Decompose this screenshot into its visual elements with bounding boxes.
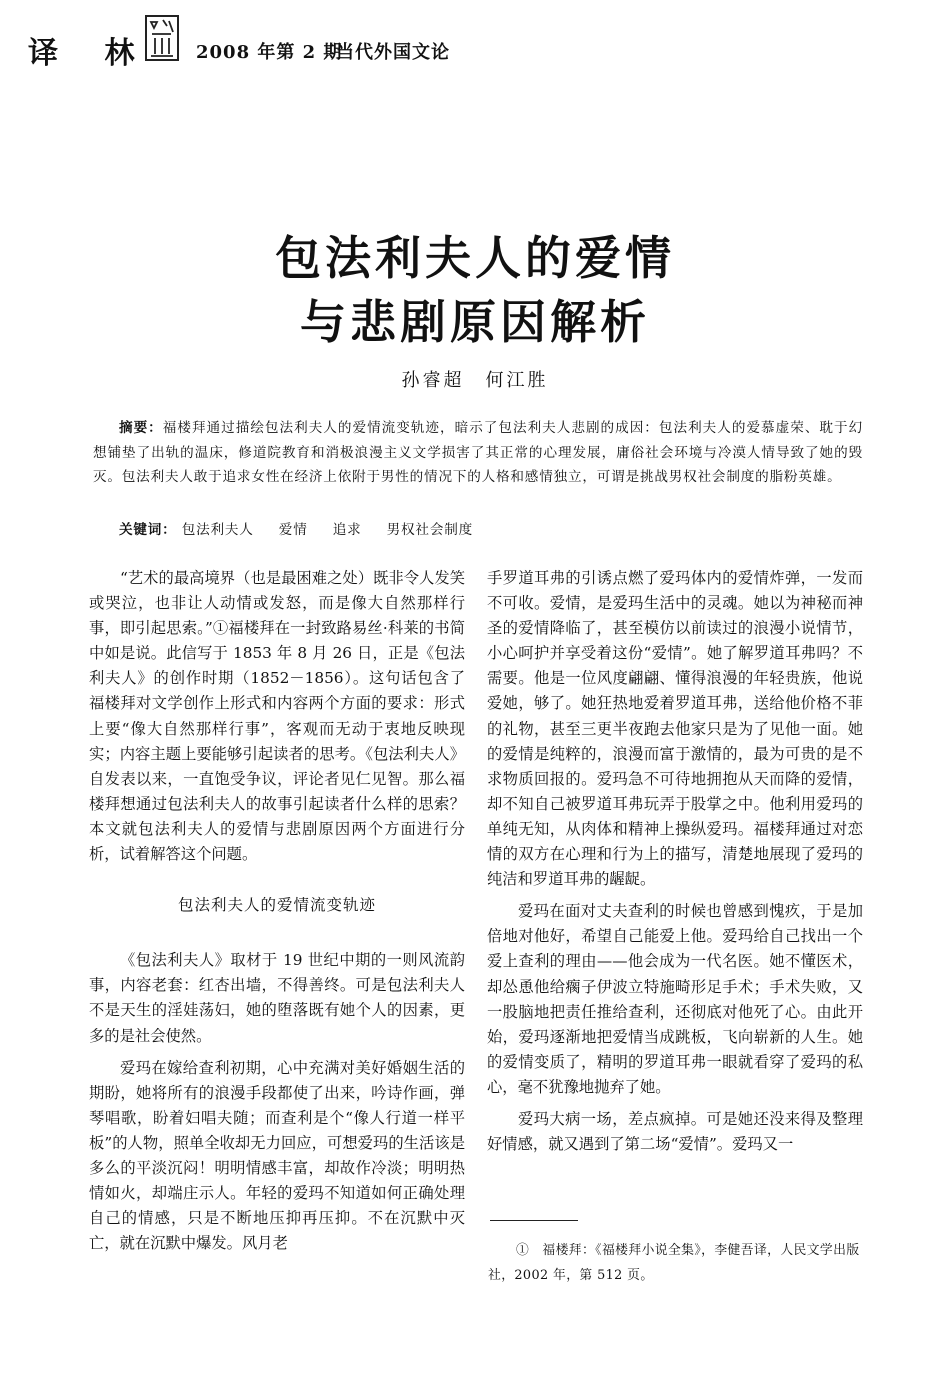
authors: 孙睿超 何江胜 [401,370,549,391]
paragraph: 爱玛在面对丈夫查利的时候也曾感到愧疚，于是加倍地对他好，希望自己能爱上他。爱玛给自己找出一个爱上查利的理由——他会成为一代名医。她不懂医术，却怂恿他给瘸子伊波立特施畸形足手术；手术失败，又一股脑地把责任推给查利，还彻底对他死了心。由此开始，爱玛逐渐地把爱情当成跳板，飞向崭新的人生。她的爱情变质了，精明的罗道耳弗一眼就看穿了爱玛的私心，毫不犹豫地抛弃了她。 [487,902,863,1096]
abstract [93,416,863,490]
abstract-text: 福楼拜通过描绘包法利夫人的爱情流变轨迹，暗示了包法利夫人悲剧的成因：包法利夫人的爱慕虚荣、耽于幻想铺垫了出轨的温床，修道院教育和消极浪漫主义文学损害了其正常的心理发展，庸俗社会环境与冷漠人情导致了她的毁灭。包法利夫人敢于追求女性在经济上依附于男性的情况下的人格和感情独立，可谓是挑战男权社会制度的脂粉英雄。 [93,420,863,485]
article-title-line-2: 与悲剧原因解析 [300,295,650,349]
journal-logo-icon [143,12,181,64]
right-column [487,566,863,1164]
keyword: 爱情 [278,522,308,538]
keywords [119,518,493,538]
keyword: 追求 [332,522,362,538]
keywords-label: 关键词： [119,522,177,538]
paragraph: “艺术的最高境界（也是最困难之处）既非令人发笑或哭泣，也非让人动情或发怒，而是像大自然那样行事，即引起思索。”①福楼拜在一封致路易丝·科莱的书简中如是说。此信写于 1853 年 8 月 26 日，正是《包法利夫人》的创作时期（1852－1856）。这句话包含了福楼拜对文学创作上形式和内容两个方面的要求：形式上要“像大自然那样行事”，客观而无动于衷地反映现实；内容主题上要能够引起读者的思考。《包法利夫人》自发表以来，一直饱受争议，评论者见仁见智。那么福楼拜想通过包法利夫人的故事引起读者什么样的思索？本文就包法利夫人的爱情与悲剧原因两个方面进行分析，试着解答这个问题。 [89,569,465,864]
keyword: 男权社会制度 [386,522,474,538]
series-title: 当代外国文论 [336,42,450,63]
article-title-line-1: 包法利夫人的爱情 [275,231,675,285]
paragraph: 爱玛在嫁给查利初期，心中充满对美好婚姻生活的期盼，她将所有的浪漫手段都使了出来，吟诗作画，弹琴唱歌，盼着妇唱夫随；而查利是个“像人行道一样平板”的人物，照单全收却无力回应，可想爱玛的生活该是多么的平淡沉闷！明明情感丰富，却故作冷淡；明明热情如火，却端庄示人。年轻的爱玛不知道如何正确处理自己的情感，只是不断地压抑再压抑。不在沉默中灭亡，就在沉默中爆发。风月老 [89,1058,465,1253]
issue-info: 2008 年第 2 期 [196,42,343,63]
keyword: 包法利夫人 [181,522,254,538]
paragraph: 爱玛大病一场，差点疯掉。可是她还没来得及整理好情感，就又遇到了第二场“爱情”。爱玛又一 [487,1109,863,1154]
footnote-divider [490,1220,578,1221]
left-column [89,566,465,1263]
masthead: 译 林 [28,36,153,71]
paragraph: 《包法利夫人》取材于 19 世纪中期的一则风流韵事，内容老套：红杏出墙，不得善终。可是包法利夫人不是天生的淫娃荡妇，她的堕落既有她个人的因素，更多的是社会使然。 [89,951,465,1045]
section-heading: 包法利夫人的爱情流变轨迹 [177,896,376,915]
abstract-label: 摘要： [119,420,163,436]
paragraph: 手罗道耳弗的引诱点燃了爱玛体内的爱情炸弹，一发而不可收。爱情，是爱玛生活中的灵魂。她以为神秘而神圣的爱情降临了，甚至模仿以前读过的浪漫小说情节，小心呵护并享受着这份“爱情”。她了解罗道耳弗吗？不需要。他是一位风度翩翩、懂得浪漫的年轻贵族，他说爱她，够了。她狂热地爱着罗道耳弗，送给他价格不菲的礼物，甚至三更半夜跑去他家只是为了见他一面。她的爱情是纯粹的，浪漫而富于激情的，最为可贵的是不求物质回报的。爱玛急不可待地拥抱从天而降的爱情，却不知自己被罗道耳弗玩弄于股掌之中。他利用爱玛的单纯无知，从肉体和精神上操纵爱玛。福楼拜通过对恋情的双方在心理和行为上的描写，清楚地展现了爱玛的纯洁和罗道耳弗的龌龊。 [487,569,863,889]
footnote: ① 福楼拜：《福楼拜小说全集》，李健吾译，人民文学出版社，2002 年，第 512 页。 [488,1243,860,1283]
